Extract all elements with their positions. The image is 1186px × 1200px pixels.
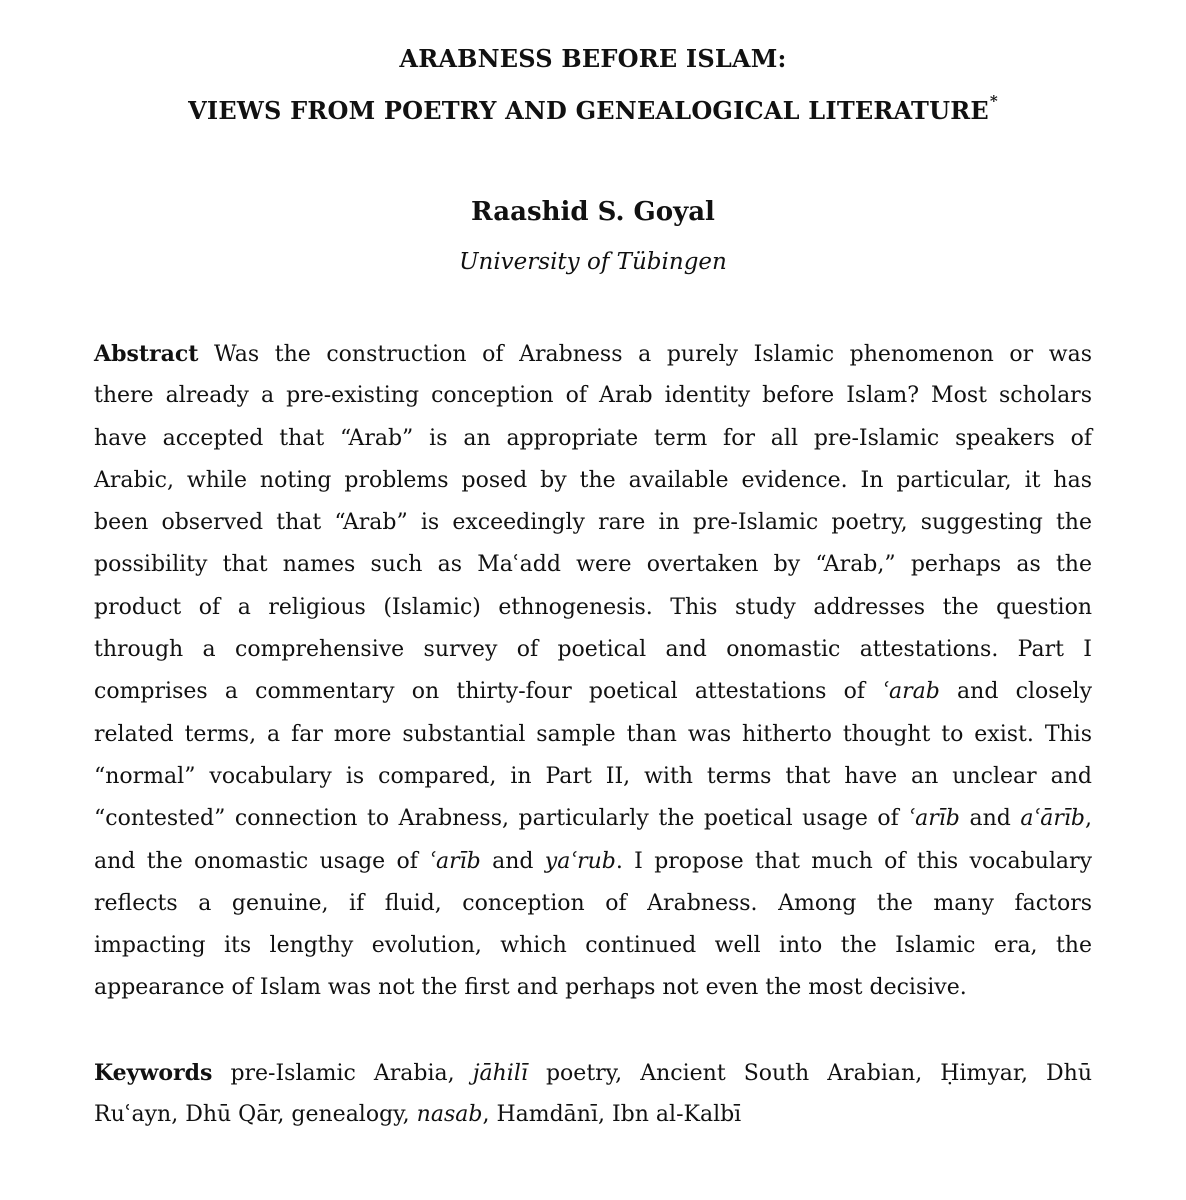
abstract-text: appearance of Islam was not the first and perhaps not even the most decisive. xyxy=(94,975,967,1001)
abstract-text: and closely xyxy=(939,679,1093,705)
abstract-text: Was the construction of Arabness a purely Islamic phenomenon or was xyxy=(198,342,1092,367)
abstract-text: reflects a genuine, if fluid, conception of Arabness. Among the many factors xyxy=(94,890,1092,916)
abstract-line xyxy=(94,587,1092,629)
keywords-text: , Hamdānī, Ibn al-Kalbī xyxy=(482,1102,742,1128)
title-line-2 xyxy=(0,92,1186,125)
keywords-label: Keywords xyxy=(94,1060,213,1086)
abstract-line xyxy=(94,375,1092,417)
abstract-text: have accepted that “Arab” is an appropriate term for all pre-Islamic speakers of xyxy=(94,425,1092,451)
abstract-text: Arabic, while noting problems posed by the available evidence. In particular, it has xyxy=(94,467,1092,493)
keywords-paragraph xyxy=(94,1052,1092,1137)
abstract-line xyxy=(94,798,1092,840)
keywords-italic-term: jāhilī xyxy=(472,1061,528,1086)
abstract-text: possibility that names such as Maʿadd were overtaken by “Arab,” perhaps as the xyxy=(94,552,1092,578)
title-line-1: ARABNESS BEFORE ISLAM: xyxy=(399,44,787,73)
abstract-italic-term: yaʿrub xyxy=(544,848,616,874)
abstract-text: “contested” connection to Arabness, particularly the poetical usage of xyxy=(94,806,909,832)
keywords-text: Ruʿayn, Dhū Qār, genealogy, xyxy=(94,1102,417,1128)
abstract-text: there already a pre-existing conception of Arab identity before Islam? Most scholars xyxy=(94,383,1092,409)
author-name: Raashid S. Goyal xyxy=(471,197,715,227)
abstract-text: . I propose that much of this vocabulary xyxy=(615,848,1092,874)
keywords-text: poetry, Ancient South Arabian, Ḥimyar, Dhū xyxy=(527,1061,1092,1086)
abstract-line xyxy=(94,502,1092,544)
abstract-text: impacting its lengthy evolution, which continued well into the Islamic era, the xyxy=(94,933,1092,959)
abstract-text: product of a religious (Islamic) ethnogenesis. This study addresses the question xyxy=(94,594,1092,620)
keywords-line xyxy=(94,1052,1092,1094)
abstract-line xyxy=(94,544,1092,586)
abstract-line xyxy=(94,671,1092,713)
abstract-line xyxy=(94,883,1092,925)
abstract-text: related terms, a far more substantial sample than was hitherto thought to exist. This xyxy=(94,721,1092,747)
abstract-line xyxy=(94,714,1092,756)
abstract-line xyxy=(94,841,1092,883)
abstract-label: Abstract xyxy=(94,341,199,367)
abstract-paragraph xyxy=(94,333,1092,1010)
keywords-line xyxy=(94,1094,1092,1136)
title-footnote-mark: * xyxy=(989,92,998,110)
abstract-italic-term: ʿarab xyxy=(882,679,940,705)
abstract-text: comprises a commentary on thirty-four poetical attestations of xyxy=(94,679,883,705)
abstract-text: “normal” vocabulary is compared, in Part II, with terms that have an unclear and xyxy=(94,763,1092,789)
abstract-text: and xyxy=(959,806,1021,832)
abstract-text: through a comprehensive survey of poetical and onomastic attestations. Part I xyxy=(94,637,1092,663)
abstract-text: and the onomastic usage of xyxy=(94,848,430,874)
abstract-line xyxy=(94,460,1092,502)
abstract-text: and xyxy=(480,848,545,874)
author-affiliation: University of Tübingen xyxy=(459,249,727,275)
abstract-italic-term: aʿārīb xyxy=(1020,806,1086,832)
abstract-line xyxy=(94,629,1092,671)
abstract-italic-term: ʿarīb xyxy=(908,806,960,832)
abstract-line xyxy=(94,418,1092,460)
keywords-italic-term: nasab xyxy=(416,1102,483,1128)
abstract-line xyxy=(94,333,1092,375)
keywords-text: pre-Islamic Arabia, xyxy=(212,1061,473,1086)
abstract-line xyxy=(94,756,1092,798)
abstract-text: , xyxy=(1085,806,1093,832)
abstract-italic-term: ʿarīb xyxy=(429,848,481,874)
title-line-2-text: VIEWS FROM POETRY AND GENEALOGICAL LITERATURE xyxy=(188,96,989,125)
abstract-line xyxy=(94,925,1092,967)
abstract-text: been observed that “Arab” is exceedingly rare in pre-Islamic poetry, suggesting the xyxy=(94,510,1092,536)
abstract-line xyxy=(94,967,1092,1009)
